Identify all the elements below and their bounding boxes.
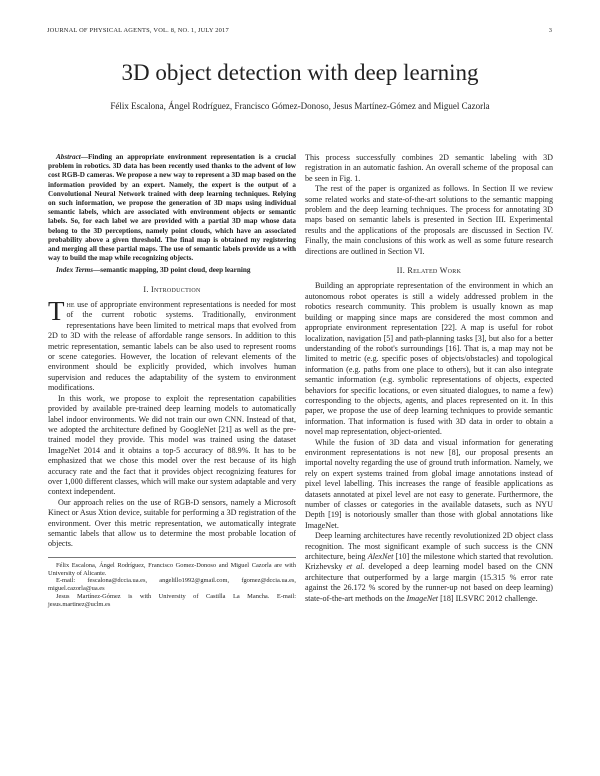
abstract-text: —Finding an appropriate environment representation is a crucial problem in robotics. 3D data has been recently used thanks to the advent of low cost RGB-D cameras. We propose a new way to represent a 3D map based on the information provided by an expert. Namely, the expert is the output of a Convolutional Neural Network trained with deep learning techniques. Relying on such information, we propose the generation of 3D maps using individual semantic labels, which are associated with environment objects or semantic labels. So, for each label we are provided with a partial 3D map whose data belong to the 3D perceptions, namely point clouds, which have an associated probability above a given threshold. The final map is obtained my registering and merging all these partial maps. The use of semantic labels provide us a with way to build the map while recognizing objects. [48, 153, 296, 263]
intro-paragraph-5: The rest of the paper is organized as follows. In Section II we review some related works and state-of-the-art solutions to the semantic mapping problem and the deep learning techniques. The process for annotating 3D maps based on semantic labels is presented in Section III. Experimental results and the applications of the proposals are discussed in Section IV. Finally, the main conclusions of this work as well as some future research directions are outlined in Section VI. [305, 184, 553, 256]
paper-title: 3D object detection with deep learning [121, 60, 479, 85]
author-list: Félix Escalona, Ángel Rodríguez, Francisco Gómez-Donoso, Jesus Martínez-Gómez and Miguel Cazorla [110, 101, 490, 111]
page-number: 3 [548, 27, 552, 34]
related-paragraph-2: While the fusion of 3D data and visual information for generating environment representations is not new [8], our proposal presents an importal novelty regarding the use of ground truth information. Namely, we rely on expert systems trained from global image annotations instead of pixel level labelling. This increases the range of feasible applications as datasets annotated at pixel level are not easy to generate. Furthermore, the number of classes or categories in the available datasets, such as NYU Depth [19] is notoriously smaller than those with global annotations like ImageNet. [305, 437, 553, 530]
footnote-affiliation-2: Jesus Martínez-Gómez is with University of Castilla La Mancha. E-mail: jesus.martinez@uclm.es [48, 592, 296, 608]
intro-paragraph-2: In this work, we propose to exploit the representation capabilities provided by available pre-trained deep learning models to automatically label indoor environments. We did not train our own CNN. Instead of that, we adopted the architecture defined by GoogleNet [21] as well as the pre-trained model they provide. This model was trained using the dataset ImageNet 2014 and it obtains a top-5 accuracy of 88.9%. It has to be emphasized that we chose this model over the rest because of its high accuracy rate and the fact that it provides object recognizing features for over 1,000 different classes, which will make our system adaptable and very context independent. [48, 393, 296, 497]
author-footnote [48, 557, 296, 609]
index-terms [48, 266, 296, 275]
abstract-label: Abstract [56, 153, 81, 161]
related-paragraph-3: Deep learning architectures have recently revolutionized 2D object class recognition. The most significant example of such success is the CNN architecture, being AlexNet [10] the milestone which started that revolution. Krizhevsky et al. developed a deep learning model based on the CNN architecture that outperformed by a large margin (15.315 % error rate against the 26.172 % scored by the runner-up not based on deep learning) state-of-the-art methods on the ImageNet [18] ILSVRC 2012 challenge. [305, 531, 554, 603]
section-heading-related-work: II. Related Work [396, 266, 462, 276]
intro-paragraph-4: This process successfully combines 2D semantic labeling with 3D registration in an automatic fashion. An overall scheme of the proposal can be seen in Fig. 1. [305, 153, 553, 183]
related-paragraph-1: Building an appropriate representation of the environment in which an autonomous robot operates is still a widely addressed problem in the robotics research community. This problem is usually known as map building or mapping since maps are considered the most common and appropriate environment representation [22]. A map is useful for robot localization, navigation [5] and path-planning tasks [3], but also for a better understanding of the robot's surroundings [16]. That is, a map may not be limited to metric (e.g. specific poses of objects/obstacles) and topological information (e.g. paths from one place to others), but it can also integrate semantic information (e.g. symbolic representations of objects, expected behaviors for specific locations, or even situated dialogues, to name a few) corresponding to the objects, agents, and places represented on it. In this paper, we propose the use of deep learning techniques to provide semantic information. That information is fused with 3D data in order to obtain a novel map representation, object-oriented. [305, 281, 553, 437]
abstract [48, 153, 296, 263]
footnote-emails: E-mail: fescalona@dccia.ua.es, angelillo1992@gmail.com, fgomez@dccia.ua.es, miguel.cazorla@ua.es [48, 577, 296, 593]
left-column [48, 153, 296, 609]
intro-paragraph-3: Our approach relies on the use of RGB-D sensors, namely a Microsoft Kinect or Asus Xtion device, suitable for performing a 3D registration of the environment. Over this metric representation, we automatically integrate semantic labels that allow us to determine the most probable location of objects. [48, 497, 296, 549]
drop-cap: T [48, 296, 65, 327]
intro-paragraph-1: The use of appropriate environment representations is needed for most of the current robotic systems. Traditionally, environment representations have been limited to metrical maps that evolved from 2D to 3D with the release of affordable range sensors. In addition to this metric representation, semantic labels can be also used to represent rooms or scene categories. However, the location of relevant elements of the environment should be explicitly provided, which involves human supervision and reduces the adaptability of the system to environment modifications. [48, 296, 296, 393]
index-terms-label: Index Terms [56, 266, 94, 275]
footnote-affiliation: Félix Escalona, Ángel Rodríguez, Francisco Gomez-Donoso and Miguel Cazorla are with University of Alicante. [48, 561, 296, 577]
journal-header: JOURNAL OF PHYSICAL AGENTS, VOL. 8, NO. 1, JULY 2017 [47, 27, 229, 34]
index-terms-text: —semantic mapping, 3D point cloud, deep learning [93, 266, 251, 275]
right-column [305, 153, 553, 604]
section-heading-introduction: I. Introduction [143, 284, 201, 294]
